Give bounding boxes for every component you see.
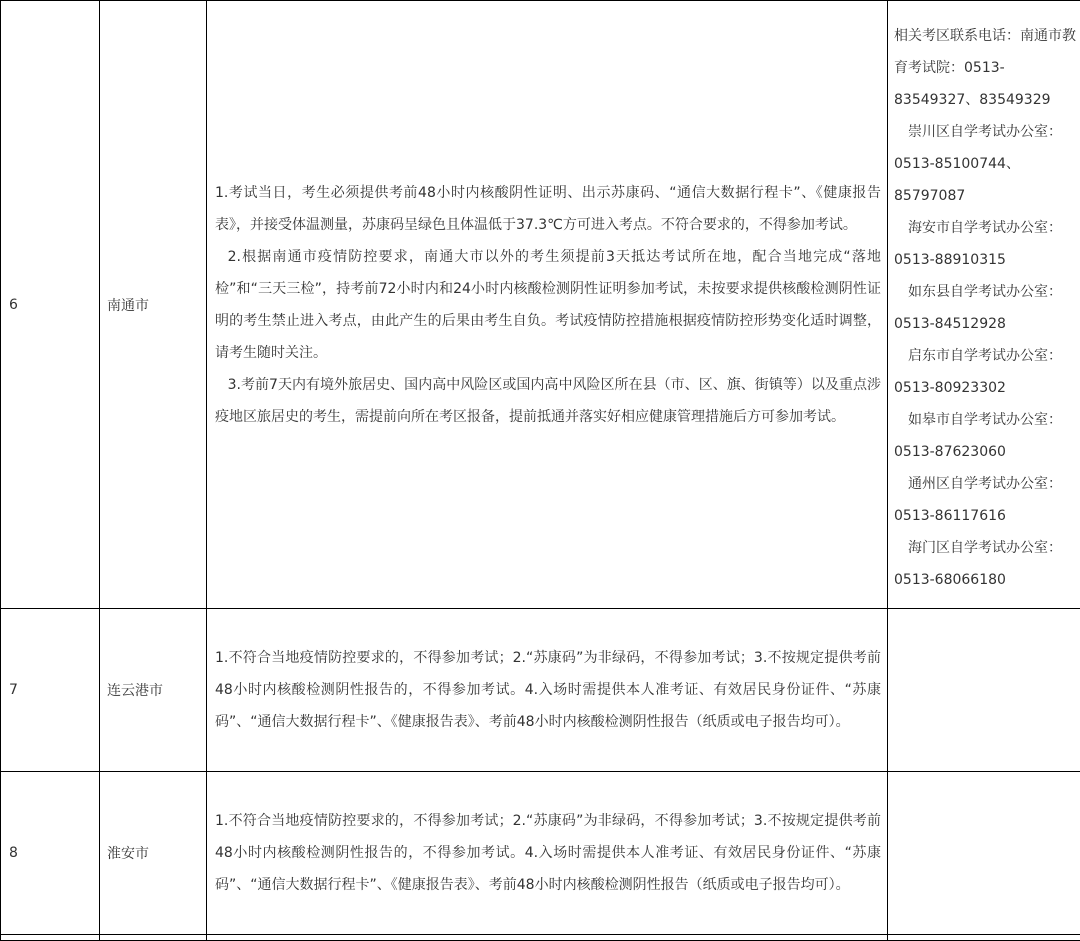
contacts-cell: [888, 772, 1080, 935]
requirements-cell: [207, 772, 888, 935]
empty-cell: [100, 935, 207, 941]
contact-line: 相关考区联系电话：南通市教育考试院：0513-83549327、83549329: [894, 20, 1076, 116]
empty-cell: [888, 935, 1080, 941]
requirements-cell: [207, 609, 888, 772]
requirements-cell: [207, 1, 888, 609]
city-name: 淮安市: [100, 772, 207, 935]
table-row: [1, 609, 1080, 772]
requirement-paragraph: 2.根据南通市疫情防控要求，南通大市以外的考生须提前3天抵达考试所在地，配合当地完成“落地检”和“三天三检”，持考前72小时内和24小时内核酸检测阴性证明参加考试，未按要求提供核酸检测阴性证明的考生禁止进入考点，由此产生的后果由考生自负。考试疫情防控措施根据疫情防控形势变化适时调整，请考生随时关注。: [215, 241, 881, 369]
contacts-cell: [888, 1, 1080, 609]
table-row: [1, 772, 1080, 935]
contact-line: 崇川区自学考试办公室：0513-85100744、85797087: [894, 116, 1076, 212]
requirement-paragraph: 1.不符合当地疫情防控要求的，不得参加考试；2.“苏康码”为非绿码，不得参加考试；3.不按规定提供考前48小时内核酸检测阴性报告的，不得参加考试。4.入场时需提供本人准考证、有效居民身份证件、“苏康码”、“通信大数据行程卡”、《健康报告表》、考前48小时内核酸检测阴性报告（纸质或电子报告均可）。: [215, 642, 881, 738]
requirement-paragraph: 1.考试当日，考生必须提供考前48小时内核酸阴性证明、出示苏康码、“通信大数据行程卡”、《健康报告表》，并接受体温测量，苏康码呈绿色且体温低于37.3℃方可进入考点。不符合要求的，不得参加考试。: [215, 177, 881, 241]
contact-line: 海门区自学考试办公室：0513-68066180: [894, 532, 1076, 596]
contact-line: 海安市自学考试办公室：0513-88910315: [894, 212, 1076, 276]
contact-line: 如东县自学考试办公室：0513-84512928: [894, 276, 1076, 340]
requirement-paragraph: 1.不符合当地疫情防控要求的，不得参加考试；2.“苏康码”为非绿码，不得参加考试；3.不按规定提供考前48小时内核酸检测阴性报告的，不得参加考试。4.入场时需提供本人准考证、有效居民身份证件、“苏康码”、“通信大数据行程卡”、《健康报告表》、考前48小时内核酸检测阴性报告（纸质或电子报告均可）。: [215, 805, 881, 901]
table-row: [1, 1, 1080, 609]
city-name: 连云港市: [100, 609, 207, 772]
requirement-paragraph: 3.考前7天内有境外旅居史、国内高中风险区或国内高中风险区所在县（市、区、旗、街镇等）以及重点涉疫地区旅居史的考生，需提前向所在考区报备，提前抵通并落实好相应健康管理措施后方可参加考试。: [215, 369, 881, 433]
empty-cell: [207, 935, 888, 941]
table-row: [1, 935, 1080, 941]
row-number: 6: [1, 1, 100, 609]
row-number: 8: [1, 772, 100, 935]
contact-line: 启东市自学考试办公室：0513-80923302: [894, 340, 1076, 404]
contact-line: 通州区自学考试办公室：0513-86117616: [894, 468, 1076, 532]
city-name: 南通市: [100, 1, 207, 609]
contacts-cell: [888, 609, 1080, 772]
contact-line: 如皋市自学考试办公室：0513-87623060: [894, 404, 1076, 468]
row-number: 7: [1, 609, 100, 772]
empty-cell: [1, 935, 100, 941]
